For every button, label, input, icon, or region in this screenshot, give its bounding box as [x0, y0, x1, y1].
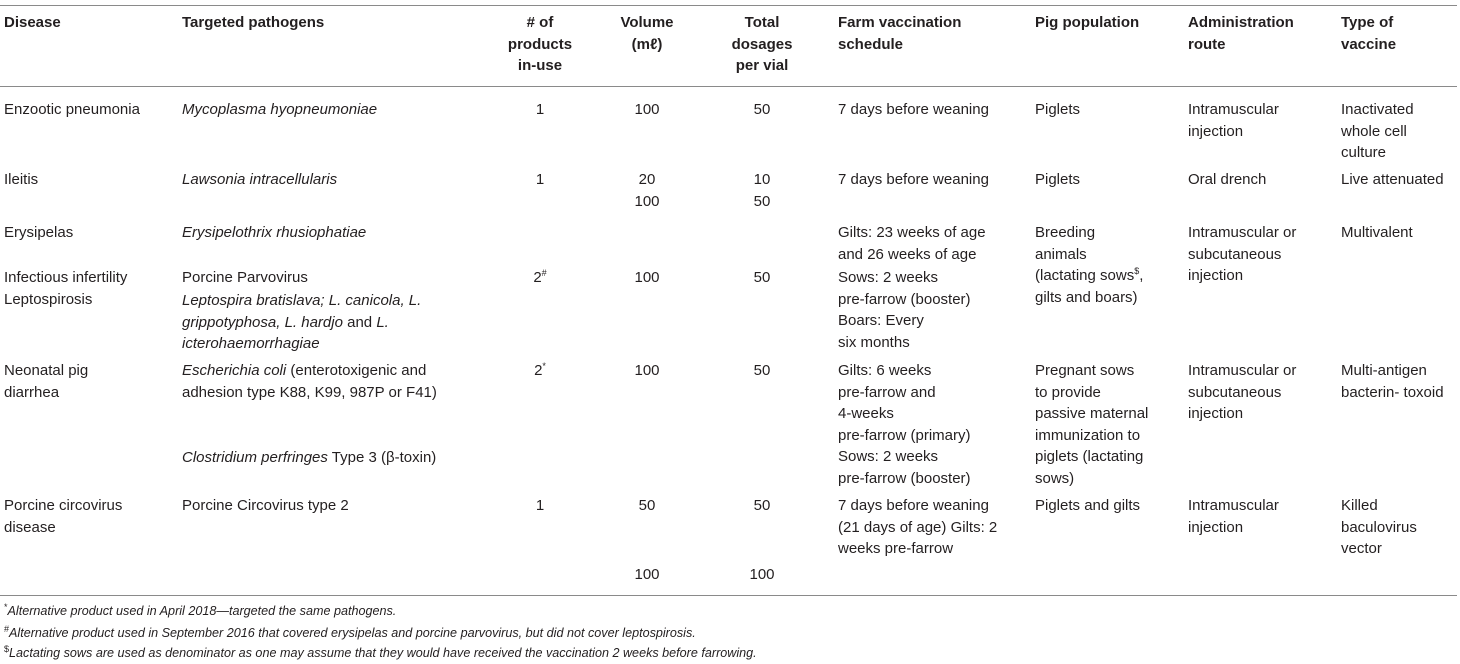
- cell-products: 2#: [533, 268, 547, 286]
- cell-volume: 20 100: [634, 171, 660, 210]
- cell-disease: Neonatal pig diarrhea: [4, 362, 89, 401]
- cell-schedule: Gilts: 6 weeks pre-farrow and 4-weeks pre-farrow (primary) Sows: 2 weeks pre-farrow (booster): [838, 362, 971, 487]
- header-type-of-vaccine: Type of vaccine: [1341, 14, 1397, 53]
- cell-disease: Infectious infertility Leptospirosis: [4, 269, 128, 308]
- cell-disease: Enzootic pneumonia: [4, 101, 140, 118]
- footnote: $Lactating sows are used as denominator as one may assume that they would have received the vaccination 2 weeks before farrowing.: [4, 644, 757, 660]
- header-bottom-rule: [0, 86, 1457, 87]
- cell-pathogen-secondary: Clostridium perfringes Type 3 (β-toxin): [182, 449, 437, 466]
- cell-population: Piglets: [1035, 101, 1081, 118]
- cell-schedule: Sows: 2 weeks pre-farrow (booster) Boars: Every six months: [838, 269, 971, 351]
- cell-route: Intramuscular injection: [1188, 497, 1279, 536]
- header-pig-population: Pig population: [1035, 14, 1140, 31]
- cell-pathogen-secondary: Leptospira bratislava; L. canicola, L. grippotyphosa, L. hardjo and L. icterohaemorrhagiae: [182, 292, 422, 352]
- header-volume: Volume (mℓ): [620, 14, 674, 53]
- cell-products: 1: [535, 497, 545, 514]
- cell-pathogen: Lawsonia intracellularis: [182, 171, 338, 188]
- cell-route: Intramuscular or subcutaneous injection: [1188, 362, 1297, 422]
- cell-dosages: 50: [753, 362, 771, 379]
- cell-schedule: 7 days before weaning (21 days of age) Gilts: 2 weeks pre-farrow: [838, 497, 998, 557]
- header-administration-route: Administration route: [1188, 14, 1294, 53]
- footnote-mark: *: [542, 361, 546, 371]
- cell-disease: Erysipelas: [4, 224, 74, 241]
- cell-schedule: 7 days before weaning: [838, 171, 989, 188]
- cell-volume: 50 100: [634, 497, 660, 583]
- cell-pathogen: Escherichia coli (enterotoxigenic and adhesion type K88, K99, 987P or F41): [182, 362, 437, 401]
- cell-dosages: 10 50: [753, 171, 771, 210]
- cell-route: Intramuscular or subcutaneous injection: [1188, 224, 1297, 284]
- cell-vaccine-type: Multivalent: [1341, 224, 1413, 241]
- cell-route: Oral drench: [1188, 171, 1267, 188]
- cell-dosages: 50: [753, 269, 771, 286]
- cell-pathogen: Porcine Parvovirus: [182, 269, 308, 286]
- cell-pathogen: Erysipelothrix rhusiophatiae: [182, 224, 367, 241]
- table-bottom-rule: [0, 595, 1457, 596]
- cell-products: 1: [535, 101, 545, 118]
- cell-schedule: 7 days before weaning: [838, 101, 989, 118]
- cell-volume: 100: [634, 101, 660, 118]
- table-top-rule: [0, 5, 1457, 6]
- cell-dosages: 50 100: [749, 497, 775, 583]
- header-disease: Disease: [4, 14, 61, 31]
- cell-products: 2*: [534, 361, 546, 379]
- cell-population: Piglets and gilts: [1035, 497, 1141, 514]
- footnote: *Alternative product used in April 2018—targeted the same pathogens.: [4, 602, 397, 618]
- cell-volume: 100: [634, 362, 660, 379]
- cell-population: Piglets: [1035, 171, 1081, 188]
- cell-vaccine-type: Multi-antigen bacterin- toxoid: [1341, 362, 1444, 401]
- header-products-in-use: # of products in-use: [507, 14, 573, 74]
- cell-schedule: Gilts: 23 weeks of age and 26 weeks of age: [838, 224, 986, 263]
- cell-vaccine-type: Inactivated whole cell culture: [1341, 101, 1414, 161]
- header-targeted-pathogens: Targeted pathogens: [182, 14, 325, 31]
- cell-disease: Ileitis: [4, 171, 39, 188]
- cell-disease: Porcine circovirus disease: [4, 497, 123, 536]
- header-total-dosages: Total dosages per vial: [731, 14, 793, 74]
- cell-population: Pregnant sows to provide passive maternal immunization to piglets (lactating sows): [1035, 362, 1149, 487]
- cell-vaccine-type: Killed baculovirus vector: [1341, 497, 1417, 557]
- cell-vaccine-type: Live attenuated: [1341, 171, 1444, 188]
- cell-pathogen: Mycoplasma hyopneumoniae: [182, 101, 378, 118]
- cell-population: Breeding animals (lactating sows$, gilts and boars): [1035, 224, 1144, 306]
- cell-volume: 100: [634, 269, 660, 286]
- footnote-mark: #: [541, 268, 547, 278]
- header-farm-vaccination-schedule: Farm vaccination schedule: [838, 14, 962, 53]
- cell-pathogen: Porcine Circovirus type 2: [182, 497, 349, 514]
- footnote: #Alternative product used in September 2016 that covered erysipelas and porcine parvovirus, but did not cover leptospirosis.: [4, 624, 696, 640]
- cell-dosages: 50: [753, 101, 771, 118]
- cell-products: 1: [535, 171, 545, 188]
- cell-route: Intramuscular injection: [1188, 101, 1279, 140]
